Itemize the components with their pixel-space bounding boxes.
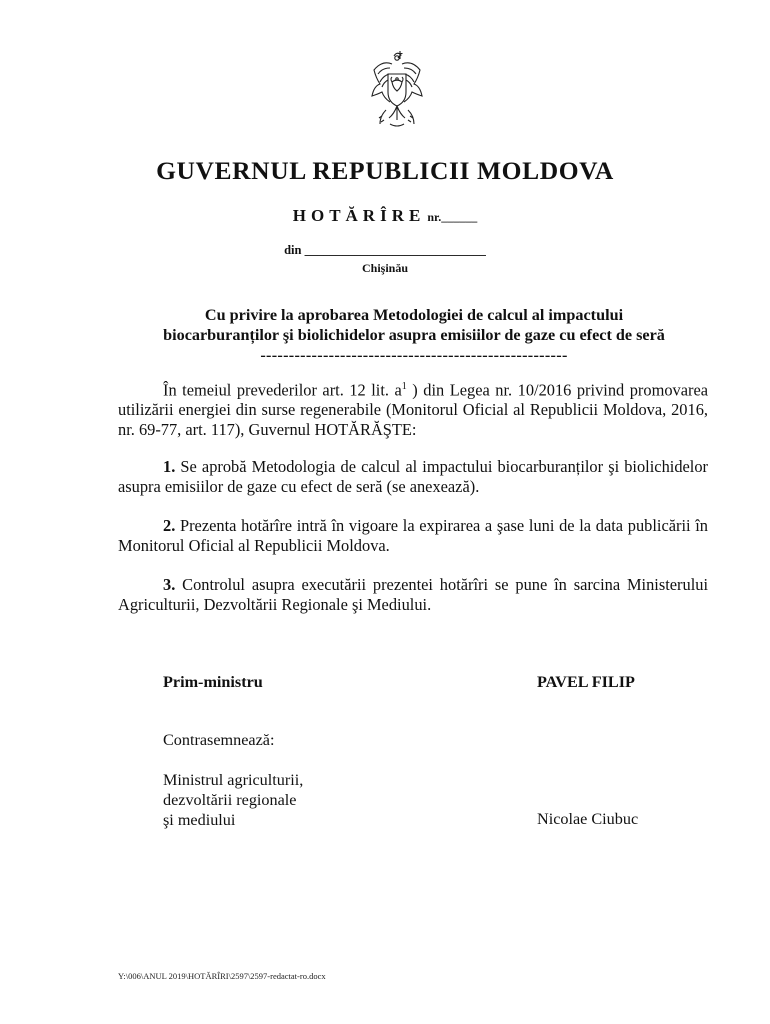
subject-separator: ------------------------------------------------------: [260, 346, 568, 364]
decision-word: HOTĂRÎRE: [292, 206, 426, 225]
article-1: [118, 457, 708, 497]
prime-minister-name: PAVEL FILIP: [537, 673, 635, 691]
article-3-number: 3.: [163, 575, 176, 594]
minister-title-line-2: dezvoltării regionale: [163, 791, 297, 809]
countersign-label: Contrasemnează:: [163, 731, 275, 749]
footer-file-path: Y:\006\ANUL 2019\HOTĂRÎRI\2597\2597-redactat-ro.docx: [118, 971, 326, 981]
preamble-superscript: 1: [401, 381, 407, 392]
decision-number: nr.______: [427, 210, 478, 224]
article-2-number: 2.: [163, 516, 176, 535]
article-3: [118, 575, 708, 615]
prime-minister-role: Prim-ministru: [163, 673, 263, 691]
preamble-text-2: ) din Legea nr. 10/2016 privind promovarea utilizării energiei din surse regenerabile (Monitorul Oficial al Republicii Moldova, 2016, nr. 69-77, art. 117), Guvernul HOTĂRĂŞTE:: [118, 380, 708, 440]
article-2-text: Prezenta hotărîre intră în vigoare la expirarea a şase luni de la data publicării în Monitorul Oficial al Republicii Moldova.: [118, 516, 708, 555]
subject-line-1: Cu privire la aprobarea Metodologiei de calcul al impactului: [204, 306, 624, 324]
minister-title: [163, 770, 303, 830]
city: Chişinău: [361, 261, 409, 275]
decision-subject: [118, 305, 710, 365]
date-line: din _____________________________: [284, 243, 486, 257]
government-title: GUVERNUL REPUBLICII MOLDOVA: [156, 156, 614, 185]
minister-name: Nicolae Ciubuc: [537, 810, 639, 828]
article-3-text: Controlul asupra executării prezentei hotărîri se pune în sarcina Ministerului Agriculturii, Dezvoltării Regionale şi Mediului.: [118, 575, 708, 614]
subject-line-2: biocarburanților şi biolichidelor asupra emisiilor de gaze cu efect de seră: [163, 326, 665, 344]
minister-title-line-1: Ministrul agriculturii,: [163, 771, 304, 789]
decision-heading: [0, 206, 770, 226]
coat-of-arms-icon: [364, 50, 428, 132]
minister-title-line-3: şi mediului: [163, 811, 236, 829]
article-2: [118, 516, 708, 556]
preamble-paragraph: [118, 377, 708, 440]
article-1-text: Se aprobă Metodologia de calcul al impactului biocarburanților şi biolichidelor asupra emisiilor de gaze cu efect de seră (se anexează).: [118, 457, 708, 496]
preamble-text-1: În temeiul prevederilor art. 12 lit. a: [163, 380, 402, 400]
article-1-number: 1.: [163, 457, 176, 476]
